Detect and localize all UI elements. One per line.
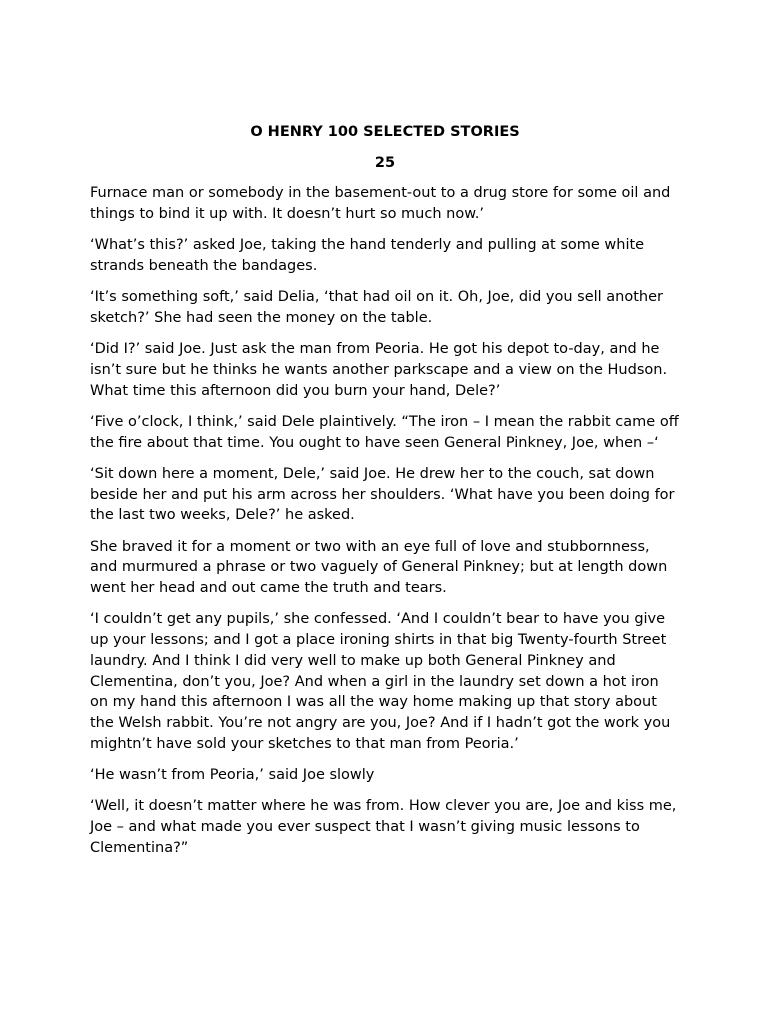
paragraph: ‘Did I?’ said Joe. Just ask the man from Peoria. He got his depot to-day, and he isn’t sure but he thinks he wants another parkscape and a view on the Hudson. What time this afternoon did you burn your hand, Dele?’ — [90, 340, 668, 399]
paragraph: ‘I couldn’t get any pupils,’ she confessed. ‘And I couldn’t bear to have you give up your lessons; and I got a place ironing shirts in that big Twenty-fourth Street laundry. And I think I did very well to make up both General Pinkney and Clementina, don’t you, Joe? And when a girl in the laundry set down a hot iron on my hand this afternoon I was all the way home making up that story about the Welsh rabbit. You’re not angry are you, Joe? And if I hadn’t got the work you mightn’t have sold your sketches to that man from Peoria.’ — [90, 611, 671, 753]
paragraph: ‘He wasn’t from Peoria,’ said Joe slowly — [90, 767, 375, 784]
paragraph: Furnace man or somebody in the basement-out to a drug store for some oil and things to bind it up with. It doesn’t hurt so much now.’ — [90, 185, 671, 222]
paragraph: ‘It’s something soft,’ said Delia, ‘that had oil on it. Oh, Joe, did you sell another sketch?’ She had seen the money on the table. — [90, 288, 663, 326]
paragraph: ‘Well, it doesn’t matter where he was from. How clever you are, Joe and kiss me, Joe – and what made you ever suspect that I wasn’t giving music lessons to Clementina?” — [90, 798, 677, 857]
book-title: O HENRY 100 SELECTED STORIES — [250, 124, 520, 140]
paragraph: She braved it for a moment or two with an eye full of love and stubbornness, and murmured a phrase or two vaguely of General Pinkney; but at length down went her head and out came the truth and tears. — [90, 538, 668, 597]
paragraph: ‘What’s this?’ asked Joe, taking the hand tenderly and pulling at some white strands beneath the bandages. — [90, 236, 645, 274]
page-number: 25 — [374, 155, 396, 171]
paragraph: ‘Five o’clock, I think,’ said Dele plaintively. “The iron – I mean the rabbit came off the fire about that time. You ought to have seen General Pinkney, Joe, when –‘ — [90, 413, 679, 451]
paragraph: ‘Sit down here a moment, Dele,’ said Joe. He drew her to the couch, sat down beside her and put his arm across her shoulders. ‘What have you been doing for the last two weeks, Dele?’ he asked. — [90, 465, 675, 524]
document-page — [90, 122, 680, 869]
